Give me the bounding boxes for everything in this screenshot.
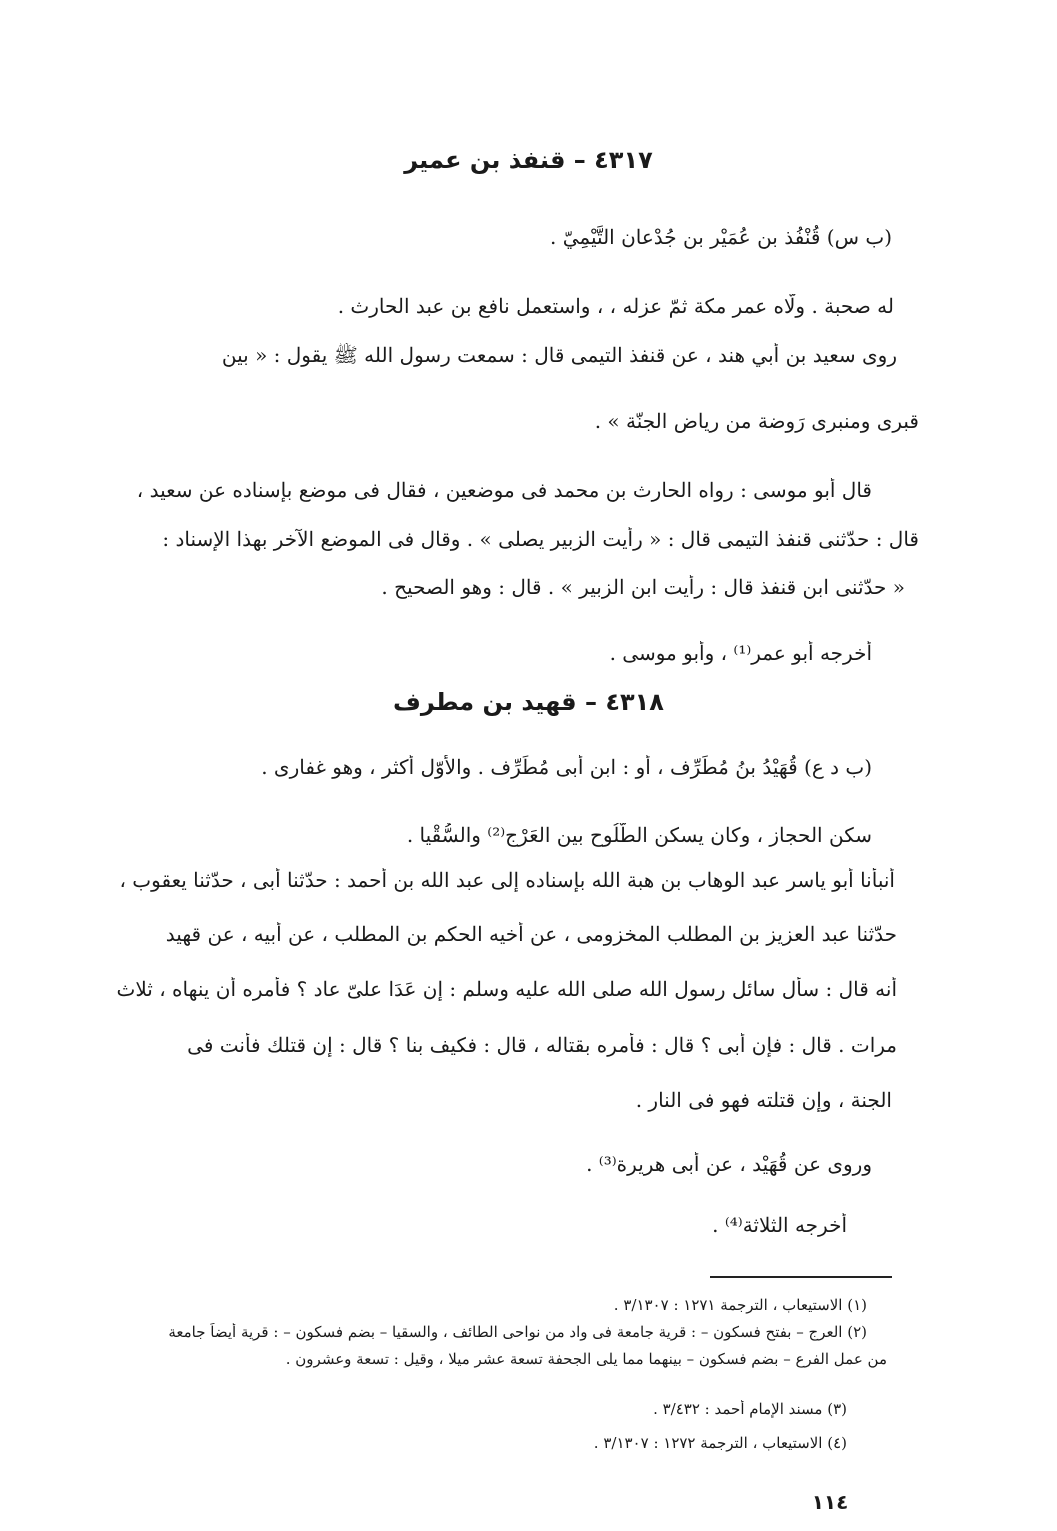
entry2-line-4: حدّثنا عبد العزيز بن المطلب المخزومى ، عن أخيه الحكم بن المطلب ، عن أبيه ، عن قهيد: [165, 922, 897, 946]
page-number: ١١٤: [811, 1490, 849, 1514]
footnote-4: (٤) الاستيعاب ، الترجمة ١٢٧٢ : ٣/١٣٠٧ .: [593, 1434, 847, 1452]
footnote-1: (١) الاستيعاب ، الترجمة ١٢٧١ : ٣/١٣٠٧ .: [613, 1296, 867, 1314]
entry2-line-7: الجنة ، وإن قتلته فهو فى النار .: [635, 1088, 892, 1112]
entry1-line-5: قال أبو موسى : رواه الحارث بن محمد فى موضعين ، فقال فى موضع بإسناده عن سعيد ،: [136, 478, 872, 502]
footnote-2-continued: من عمل الفرع – بضم فسكون – بينهما مما يلى الجحفة تسعة عشر ميلا ، وقيل : تسعة وعشرون .: [285, 1350, 887, 1368]
entry1-line-1: (ب س) قُنْفُذ بن عُمَيْر بن جُدْعان التَّيْمِيّ .: [550, 225, 892, 249]
footnote-divider: [710, 1276, 892, 1278]
entry1-line-8: أخرجه أبو عمر⁽¹⁾ ، وأبو موسى .: [609, 641, 872, 665]
entry2-line-8: وروى عن قُهَيْد ، عن أبى هريرة⁽³⁾ .: [586, 1152, 872, 1176]
entry2-line-2: سكن الحجاز ، وكان يسكن الطُّلُوح بين العَرْج⁽²⁾ والسُّقْيا .: [406, 823, 872, 847]
entry1-line-7: « حدّثنى ابن قنفذ قال : رأيت ابن الزبير » . قال : وهو الصحيح .: [381, 575, 905, 599]
entry-heading-4318: ٤٣١٨ – قهيد بن مطرف: [393, 688, 664, 716]
entry1-line-4: قبرى ومنبرى رَوضة من رياضِ الجنّة » .: [594, 409, 919, 433]
entry1-line-2: له صحبة . ولّاه عمر مكة ثمّ عزله ، ، واستعمل نافع بن عبد الحارث .: [337, 294, 894, 318]
entry2-line-5: أنه قال : سأل سائل رسول الله صلى الله عليه وسلم : إن عَدَا علىّ عاد ؟ فأمره أن ينهاه ، ثلاث: [116, 977, 897, 1001]
footnote-2: (٢) العرج – بفتح فسكون – : قرية جامعة فى واد من نواحى الطائف ، والسقيا – بضم فسكون – : قرية أيضاً جامعة: [168, 1323, 867, 1341]
entry-heading-4317: ٤٣١٧ – قنفذ بن عمير: [404, 146, 653, 174]
entry2-line-9: أخرجه الثلاثة⁽⁴⁾ .: [712, 1213, 847, 1237]
entry1-line-3: روى سعيد بن أبي هند ، عن قنفذ التيمى قال : سمعت رسول الله ﷺ يقول : « بين: [221, 343, 897, 367]
entry2-line-6: مرات . قال : فإن أبى ؟ قال : فأمره بقتاله ، قال : فكيف بنا ؟ قال : إن قتلك فأنت فى: [187, 1033, 897, 1057]
entry2-line-1: (ب د ع) قُهَيْدُ بنُ مُطَرِّف ، أو : ابن أبى مُطَرِّف . والأوّل أكثر ، وهو غفارى .: [261, 755, 872, 779]
entry2-line-3: أنبأنا أبو ياسر عبد الوهاب بن هبة الله بإسناده إلى عبد الله بن أحمد : حدّثنا أبى ، حدّثنا يعقوب ،: [119, 868, 895, 892]
footnote-3: (٣) مسند الإمام أحمد : ٣/٤٣٢ .: [653, 1400, 847, 1418]
entry1-line-6: قال : حدّثنى قنفذ التيمى قال : « رأيت الزبير يصلى » . وقال فى الموضع الآخر بهذا الإسناد :: [162, 527, 919, 551]
